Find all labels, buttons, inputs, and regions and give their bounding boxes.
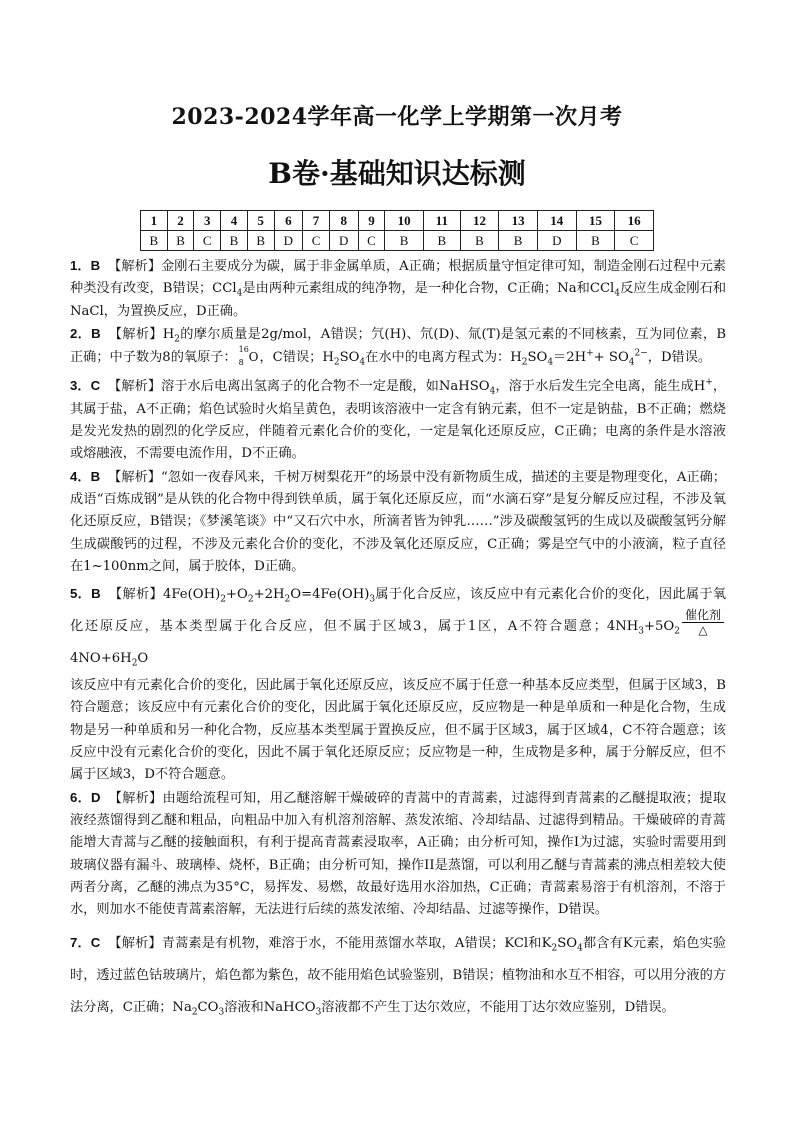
isotope-notation — [238, 345, 259, 368]
explanation-text: H — [162, 326, 175, 342]
explanation-text: 在水中的电离方程式为：H — [365, 350, 522, 366]
explanation-text: 是由两种元素组成的纯净物，是一种化合物，C正确；Na和CCl — [242, 281, 615, 297]
explanation-text: SO — [339, 350, 360, 366]
element-symbol: O — [248, 350, 259, 365]
answer-table — [140, 210, 654, 251]
question-number-cell: 15 — [576, 211, 615, 231]
explanation-text: ，D错误。 — [647, 350, 712, 366]
subscript: 4 — [577, 944, 583, 955]
heat-symbol: △ — [698, 623, 708, 638]
explanation-q6 — [70, 787, 726, 922]
formula-kcl: KCl — [504, 936, 529, 952]
explanations — [70, 255, 726, 1024]
subscript: 3 — [218, 1008, 225, 1019]
explanation-text: ，其属于盐，A不正确；焰色试验时火焰呈黄色，表明该溶液中一定含有钠元素，但不一定是钠盐，B不正确；燃烧是发光发热的剧烈的化学反应，伴随着元素化合价的变化，一定是氧化还原反应，C正确；电离的条件是水溶液或熔融液，不需要电流作用，D不正确。 — [70, 379, 727, 462]
question-number: 2．B — [70, 325, 101, 341]
answer-cell: D — [329, 231, 358, 251]
subscript: 2 — [333, 357, 340, 368]
answer-cell: D — [274, 231, 303, 251]
explanation-text: 和 — [528, 936, 542, 952]
subscript: 3 — [638, 626, 644, 637]
answer-cell: B — [460, 231, 499, 251]
answer-cell: B — [167, 231, 194, 251]
answer-table-number-row — [141, 211, 654, 231]
analysis-tag: 【解析】 — [108, 326, 163, 342]
formula-na2co3: CO — [197, 1000, 219, 1016]
question-number-cell: 1 — [141, 211, 168, 231]
explanation-text: SO — [527, 350, 548, 366]
explanation-text: 溶于水后电离出氢离子的化合物不一定是酸，如NaHSO — [161, 379, 490, 395]
subscript: 2 — [191, 1008, 198, 1019]
explanation-text: ，溶于水后发生完全电离，能生成H — [495, 379, 706, 395]
answer-cell: B — [385, 231, 424, 251]
question-number: 5．B — [70, 586, 101, 602]
question-number-cell: 4 — [221, 211, 248, 231]
question-number-cell: 11 — [423, 211, 460, 231]
explanation-text: 青蒿素是有机物，难溶于水，不能用蒸馏水萃取，A错误； — [161, 936, 505, 952]
subscript: 2 — [131, 658, 138, 669]
subscript: 4 — [489, 387, 496, 398]
explanation-text: 溶液都不产生丁达尔效应，不能用丁达尔效应鉴别，D错误。 — [321, 1000, 675, 1016]
explanation-text: ，C错误；H — [259, 350, 334, 366]
question-number: 6．D — [70, 789, 101, 805]
question-number-cell: 9 — [358, 211, 385, 231]
explanation-text: +2H — [253, 587, 285, 603]
page-subtitle: B卷·基础知识达标测 — [268, 157, 526, 190]
answer-cell: B — [221, 231, 248, 251]
answer-cell: C — [194, 231, 221, 251]
question-number-cell: 14 — [537, 211, 576, 231]
superscript: + — [705, 378, 713, 389]
reaction-condition — [682, 608, 724, 637]
answer-cell: C — [615, 231, 654, 251]
explanation-text: 反应生成金刚石和NaCl，为置换反应，D正确。 — [70, 281, 727, 319]
explanation-text: “忽如一夜春风来，千树万树梨花开”的场景中没有新物质生成，描述的主要是物理变化，A正确；成语“百炼成钢”是从铁的化合物中得到铁单质，属于氧化还原反应，而“水滴石穿”是复分解反应过程，不涉及氧化还原反应，B错误；《梦溪笔谈》中“又石穴中水，所滴者皆为钟乳……”涉及碳酸氢钙的生成以及碳酸氢钙分解生成碳酸钙的过程，不涉及元素化合价的变化，不涉及氧化还原反应，C正确；雾是空气中的小液滴，粒子直径在1~100nm之间，属于胶体，D正确。 — [70, 469, 726, 574]
question-number-cell: 12 — [460, 211, 499, 231]
formula-k2so4: K — [541, 936, 552, 952]
superscript: 2− — [634, 348, 648, 359]
question-number: 7．C — [70, 935, 101, 951]
analysis-tag: 【解析】 — [108, 259, 162, 274]
explanation-text: 溶液和 — [224, 1000, 264, 1016]
explanation-text: O=4Fe(OH) — [290, 587, 370, 603]
subscript: 2 — [674, 626, 680, 637]
answer-cell: B — [141, 231, 168, 251]
explanation-text: +O — [225, 587, 248, 603]
explanation-q5-continued: 该反应中有元素化合价的变化，因此属于氧化还原反应，该反应不属于任意一种基本反应类型，但属于区域3，B符合题意；该反应中有元素化合价的变化，因此属于氧化还原反应，反应物是一种是单质和一种是化合物，生成物是另一种单质和另一种化合物，反应基本类型属于置换反应，但不属于区域3，属于区域4，C不符合题意；该反应中没有元素化合价的变化，因此不属于氧化还原反应；反应物是一种，生成物是多种，属于分解反应，但不属于区域3，D不符合题意。 — [70, 678, 726, 783]
page-title: 2023-2024学年高一化学上学期第一次月考 — [171, 104, 623, 130]
explanation-q5 — [70, 578, 726, 675]
explanation-text: + SO — [593, 350, 629, 366]
subscript: 4 — [359, 357, 366, 368]
explanation-text: 金刚石主要成分为碳，属于非金属单质，A正确；根据质量守恒定律可知，制造金刚石过程中元素种类没有改变，B错误；CCl — [70, 259, 726, 297]
explanation-text: 都含有K元素，焰色实验时，透过蓝色钴玻璃片，焰色都为紫色，故不能用焰色试验鉴别，B错误；植物油和水互不相容，可以用分液的方法分离，C正确； — [70, 936, 727, 1016]
answer-cell: B — [499, 231, 538, 251]
formula-nahco3: NaHCO — [263, 1000, 316, 1016]
answer-cell: B — [423, 231, 460, 251]
atomic-number: 8 — [238, 358, 244, 368]
explanation-text: O — [137, 651, 149, 667]
explanation-q1 — [70, 255, 726, 323]
subscript: 2 — [521, 357, 528, 368]
question-number-cell: 13 — [499, 211, 538, 231]
subscript: 4 — [547, 357, 554, 368]
explanation-q7 — [70, 927, 726, 1024]
explanation-text: 由题给流程可知，用乙醚溶解干燥破碎的青蒿中的青蒿素，过滤得到青蒿素的乙醚提取液；提取液经蒸馏得到乙醚和粗品，向粗品中加入有机溶剂溶解、蒸发浓缩、冷却结晶、过滤得到精品。干燥破碎的青蒿能增大青蒿与乙醚的接触面积，有利于提高青蒿素浸取率，A正确；由分析可知，操作I为过滤，实验时需要用到玻璃仪器有漏斗、玻璃棒、烧杯，B正确；由分析可知，操作II是蒸馏，可以利用乙醚与青蒿素的沸点相差较大使两者分离，乙醚的沸点为35°C，易挥发、易燃，故最好选用水浴加热，C正确；青蒿素易溶于有机溶剂，不溶于水，则加水不能使青蒿素溶解，无法进行后续的蒸发浓缩、冷却结晶、过滤等操作，D错误。 — [70, 790, 727, 918]
question-number-cell: 5 — [247, 211, 274, 231]
explanation-q2 — [70, 323, 726, 370]
question-number-cell: 16 — [615, 211, 654, 231]
question-number: 3．C — [70, 378, 101, 394]
explanation-text: 的摩尔质量是2g/mol，A错误；氕(H)、氘(D)、氚(T)是氢元素的不同核素，互为同位素，B正确；中子数为8的氧原子： — [70, 326, 727, 366]
question-number-cell: 7 — [303, 211, 330, 231]
analysis-tag: 【解析】 — [108, 936, 162, 952]
subscript: 2 — [174, 334, 181, 345]
subscript: 3 — [315, 1008, 322, 1019]
answer-cell: C — [358, 231, 385, 251]
catalyst-label: 催化剂 — [682, 608, 724, 623]
question-number-cell: 10 — [385, 211, 424, 231]
subscript: 2 — [551, 944, 558, 955]
subscript: 3 — [369, 594, 376, 605]
mass-number: 16 — [238, 345, 249, 355]
question-number-cell: 6 — [274, 211, 303, 231]
explanation-text: 属于化合反应，该反应中有元素化合价的变化，因此属于氧化还原反应，基本类型属于化合反应，但不属于区域3，属于1区，A不符合题意；4NH — [70, 587, 727, 635]
analysis-tag: 【解析】 — [108, 587, 163, 603]
answer-cell: B — [247, 231, 274, 251]
answer-table-answer-row — [141, 231, 654, 251]
subscript: 4 — [628, 357, 635, 368]
answer-cell: B — [576, 231, 615, 251]
answer-cell: D — [537, 231, 576, 251]
subscript: 2 — [247, 594, 254, 605]
explanation-text: +5O — [643, 619, 675, 635]
formula-na2co3: Na — [172, 1000, 192, 1016]
subscript: 2 — [220, 594, 226, 605]
question-number: 1．B — [70, 258, 101, 273]
explanation-text: 4Fe(OH) — [162, 587, 221, 603]
explanation-text: 4NO+6H — [70, 651, 132, 667]
question-number: 4．B — [70, 468, 101, 484]
explanation-q3 — [70, 375, 726, 465]
subscript: 4 — [614, 288, 621, 299]
answer-cell: C — [303, 231, 330, 251]
analysis-tag: 【解析】 — [108, 379, 162, 395]
question-number-cell: 3 — [194, 211, 221, 231]
formula-k2so4: SO — [557, 936, 578, 952]
subscript: 4 — [236, 288, 243, 299]
question-number-cell: 2 — [167, 211, 194, 231]
analysis-tag: 【解析】 — [108, 469, 162, 485]
superscript: + — [586, 348, 594, 359]
subscript: 2 — [284, 594, 291, 605]
analysis-tag: 【解析】 — [108, 790, 163, 806]
explanation-text: ＝2H — [553, 350, 587, 366]
question-number-cell: 8 — [329, 211, 358, 231]
explanation-q4 — [70, 466, 726, 578]
